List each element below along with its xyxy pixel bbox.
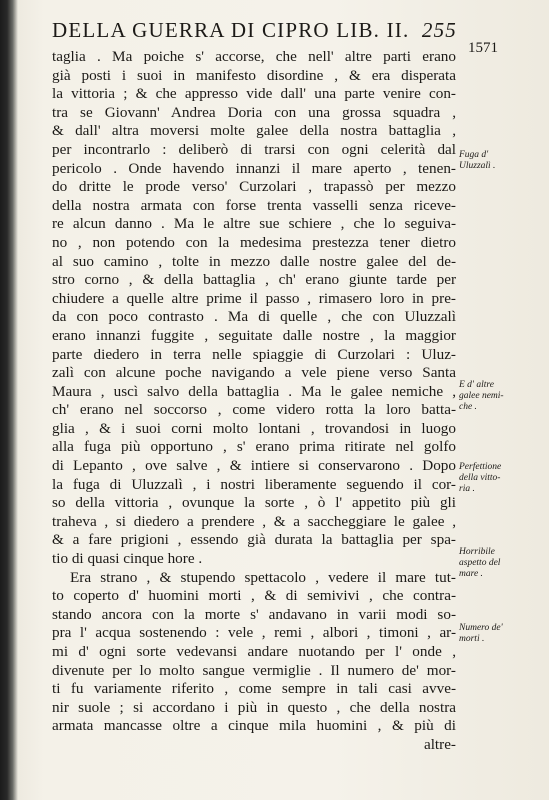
text-line: erano innanzi fuggite , seguitate dalle nostre , la maggior: [52, 326, 456, 344]
text-line: taglia . Ma poiche s' accorse, che nell' altre parti erano: [52, 48, 456, 65]
page-edge-shadow: [0, 0, 18, 800]
text-line: per incontrarlo : deliberò di trarsi con ogni celerità dal: [52, 140, 456, 158]
text-line: no , non potendo con la medesima prestezza tener dietro: [52, 233, 456, 251]
text-line: da con poco contrasto . Ma di quelle , che con Uluzzalì: [52, 308, 456, 326]
margin-note-line: E d' altre: [459, 380, 494, 390]
text-line: divenute per lo molto sangue vermiglie . Il numero de' mor-: [52, 661, 456, 679]
margin-note-line: Perfettione: [459, 462, 502, 472]
text-line: ti fu variamente riferito , come sempre in tali casi avve-: [52, 680, 456, 698]
text-line: armata mancasse oltre a cinque mila huomini , & più di: [52, 717, 456, 735]
text-line: la fuga di Uluzzalì , i nostri liberamente seguendo il cor-: [52, 475, 456, 493]
margin-note-line: Numero de': [459, 623, 503, 633]
text-line: alla fuga più opportuno , s' erano prima ritirate nel golfo: [52, 438, 456, 456]
text-line: parte diedero in terra nelle spiaggie di Curzolari : Uluz-: [52, 345, 456, 363]
text-line: già posti i suoi in manifesto disordine , & era disperata: [52, 66, 456, 84]
text-line: pra l' acqua sostenendo : vele , remi , albori , timoni , ar-: [52, 624, 456, 642]
text-line: pericolo . Onde havendo innanzi il mare aperto , tenen-: [52, 159, 456, 177]
margin-note-line: Uluzzalì .: [459, 161, 496, 171]
margin-year: 1571: [468, 40, 498, 56]
text-line: tra se Giovann' Andrea Doria con una grossa squadra ,: [52, 103, 456, 121]
margin-note-line: che .: [459, 402, 477, 412]
margin-note-line: della vitto-: [459, 473, 501, 483]
text-line: chiudere a quelle altre prime il passo , rimasero loro in pre-: [52, 289, 456, 307]
margin-note-line: morti .: [459, 634, 485, 644]
text-line: della nostra armata con forse trenta vasselli senza riceve-: [52, 196, 456, 214]
text-line: ch' erano nel soccorso , come videro rotta la loro batta-: [52, 401, 456, 419]
page-number: 255: [421, 18, 457, 42]
text-line: Era strano , & stupendo spettacolo , vedere il mare tut-: [70, 568, 456, 586]
text-line: stro corno , & della battaglia , ch' erano giunte tarde per: [52, 271, 456, 289]
margin-note: [459, 462, 543, 495]
text-line: di Lepanto , ove salve , & intiere si conservarono . Dopo: [52, 457, 456, 475]
catchword: altre-: [423, 735, 456, 753]
text-line: glia , & i suoi corni molto lontani , trovandosi in luogo: [52, 419, 456, 437]
margin-note: [459, 380, 543, 413]
margin-note-line: ria .: [459, 484, 475, 494]
margin-note-line: mare .: [459, 569, 483, 579]
margin-note-line: Fuga d': [459, 150, 489, 160]
text-line: to coperto d' huomini morti , & di semivivi , che contra-: [52, 587, 456, 605]
body-text: [52, 48, 456, 755]
margin-note-line: aspetto del: [459, 558, 501, 568]
text-line: al suo camino , tolte in mezzo dalle nostre galee del de-: [52, 252, 456, 270]
text-line: & dall' altra moversi molte galee della nostra battaglia ,: [52, 122, 456, 140]
text-line: traheva , si diedero a prendere , & a saccheggiare le galee ,: [52, 512, 456, 530]
header-title: DELLA GUERRA DI CIPRO LIB. II.: [52, 18, 410, 42]
text-line: la vittoria ; & che appresso vide dall' una parte venire con-: [52, 85, 456, 103]
running-header: [52, 18, 457, 48]
text-line: do dritte le prode verso' Curzolari , trapassò per mezzo: [52, 178, 456, 196]
text-line: mi d' ogni sorte vedevansi andare nuotando per l' onde ,: [52, 643, 456, 660]
margin-note: [459, 623, 543, 645]
margin-note: [459, 547, 543, 580]
margin-note: [459, 150, 543, 172]
text-line: stando ancora con la morte s' andavano in varii modi so-: [52, 605, 456, 623]
text-line: nir suole ; si accordano i più in questo , che della nostra: [52, 698, 456, 716]
text-line: re alcun danno . Ma le altre sue schiere , che lo seguiva-: [52, 215, 456, 233]
text-line: Maura , uscì salvo della battaglia . Ma le galee nemiche ,: [52, 382, 456, 400]
text-line: & a fare prigioni , essendo già durata la battaglia per spa-: [52, 531, 456, 549]
margin-note-line: Horribile: [459, 547, 495, 557]
text-line: tio di quasi cinque hore .: [52, 550, 203, 568]
margin-note-line: galee nemi-: [459, 391, 504, 401]
text-line: zalì con alcune poche navigando a vele piene verso Santa: [52, 364, 456, 382]
text-line: so della vittoria , ovunque la sorte , ò l' appetito più gli: [52, 494, 456, 512]
